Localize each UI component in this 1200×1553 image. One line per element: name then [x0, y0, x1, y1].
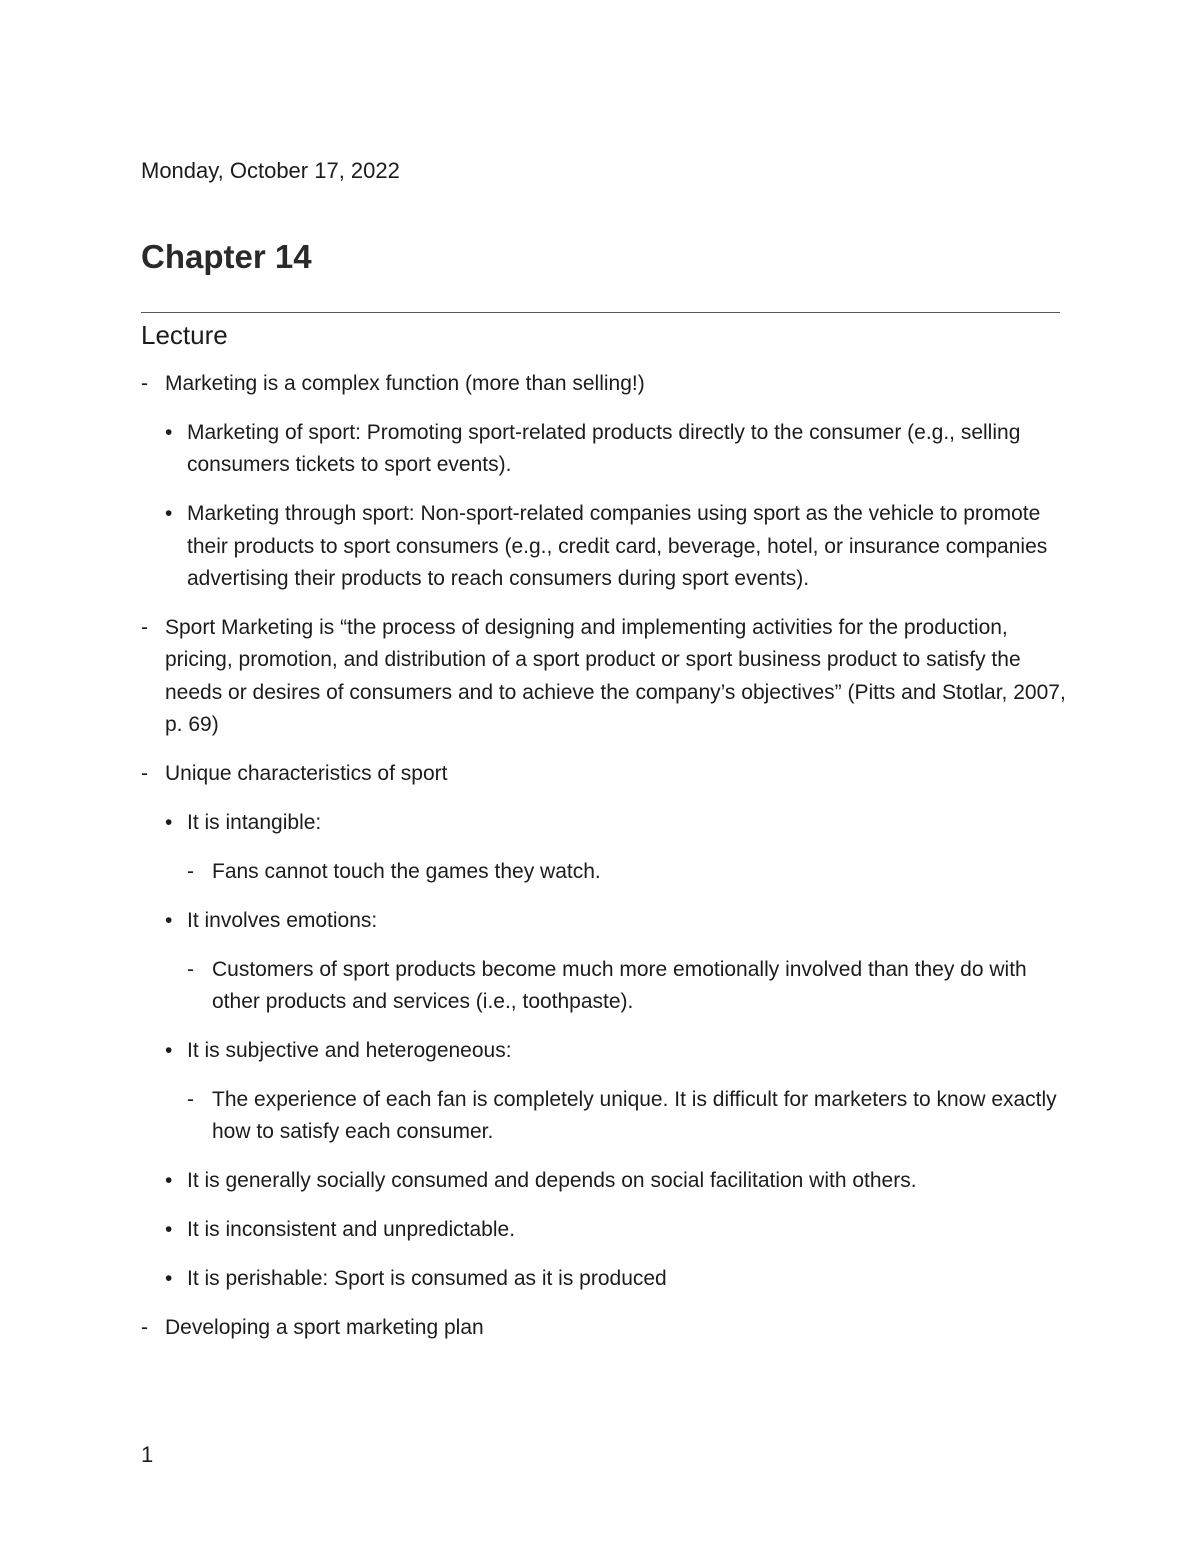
dash-marker: -: [187, 957, 194, 981]
outline-item-level-2: [141, 1035, 1066, 1067]
dash-marker: -: [141, 615, 148, 639]
chapter-title: Chapter 14: [141, 238, 312, 275]
outline-item-text: It is subjective and heterogeneous:: [187, 1039, 512, 1062]
dash-marker: -: [187, 1087, 194, 1111]
outline-item-level-1: [141, 612, 1066, 742]
outline-item-level-2: [141, 1214, 1066, 1246]
dash-marker: -: [187, 859, 194, 883]
outline-item-level-2: [141, 905, 1066, 937]
outline-item-text: Marketing of sport: Promoting sport-related products directly to the consumer (e.g., selling consumers tickets to sport events).: [187, 420, 1021, 477]
title-divider: [141, 312, 1060, 313]
bullet-marker: •: [165, 810, 173, 834]
outline-item-text: Unique characteristics of sport: [165, 762, 448, 786]
outline-item-text: It involves emotions:: [187, 908, 378, 932]
bullet-marker: •: [165, 1039, 173, 1062]
section-title: Lecture: [141, 320, 228, 350]
bullet-marker: •: [165, 1169, 173, 1193]
outline-item-text: It is intangible:: [187, 810, 322, 834]
outline-item-level-3: [141, 1084, 1066, 1149]
outline-item-text: It is generally socially consumed and depends on social facilitation with others.: [187, 1169, 917, 1193]
outline-item-text: Developing a sport marketing plan: [165, 1315, 484, 1339]
outline-item-text: Fans cannot touch the games they watch.: [212, 859, 601, 883]
outline-item-level-3: [141, 856, 1066, 888]
bullet-marker: •: [165, 1218, 173, 1242]
outline-item-level-1: [141, 758, 1066, 790]
dash-marker: -: [141, 762, 148, 786]
outline-item-level-2: [141, 498, 1066, 595]
page-number: 1: [141, 1442, 154, 1467]
lecture-outline: [141, 368, 1066, 1344]
dash-marker: -: [141, 1315, 148, 1339]
outline-item-text: Customers of sport products become much more emotionally involved than they do with other products and services (i.e., toothpaste).: [212, 957, 1027, 1014]
outline-item-text: Sport Marketing is “the process of designing and implementing activities for the production, pricing, promotion, and distribution of a sport product or sport business product to satisfy the needs or desires of consumers and to achieve the company’s objectives” (Pitts and Stotlar, 2007, p. 69): [165, 615, 1066, 737]
outline-item-text: The experience of each fan is completely unique. It is difficult for marketers to know exactly how to satisfy each consumer.: [212, 1087, 1057, 1144]
bullet-marker: •: [165, 1267, 173, 1291]
outline-item-level-3: [141, 954, 1066, 1019]
dash-marker: -: [141, 372, 148, 395]
outline-item-level-2: [141, 417, 1066, 482]
outline-item-level-1: [141, 368, 1066, 400]
outline-item-text: Marketing is a complex function (more than selling!): [165, 372, 645, 395]
outline-item-level-2: [141, 1165, 1066, 1197]
outline-item-level-1: [141, 1312, 1066, 1344]
bullet-marker: •: [165, 908, 173, 932]
outline-item-level-2: [141, 1263, 1066, 1295]
outline-item-text: It is perishable: Sport is consumed as it is produced: [187, 1267, 667, 1291]
bullet-marker: •: [165, 502, 173, 526]
bullet-marker: •: [165, 420, 173, 444]
outline-item-text: It is inconsistent and unpredictable.: [187, 1218, 516, 1242]
outline-item-level-2: [141, 807, 1066, 839]
outline-item-text: Marketing through sport: Non-sport-related companies using sport as the vehicle to promote their products to sport consumers (e.g., credit card, beverage, hotel, or insurance companies advertising their products to reach consumers during sport events).: [187, 502, 1048, 591]
date-line: Monday, October 17, 2022: [141, 158, 400, 183]
